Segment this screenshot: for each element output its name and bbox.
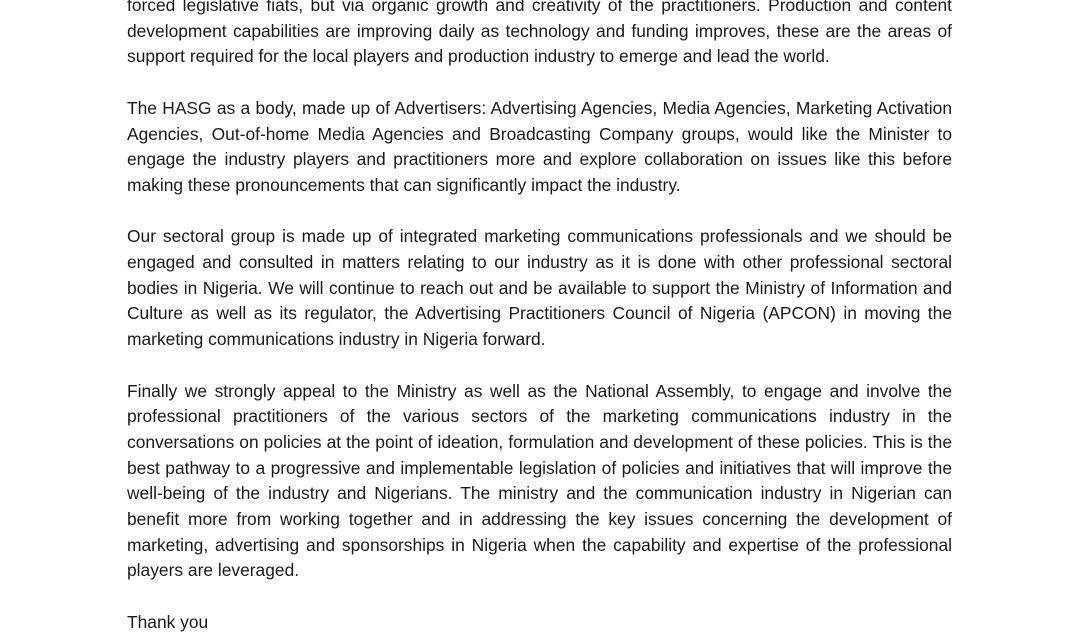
document-page xyxy=(127,0,952,636)
paragraph-final-appeal: Finally we strongly appeal to the Ministry as well as the National Assembly, to engage and involve the professional practitioners of the various sectors of the marketing communications industry in the conversations on policies at the point of ideation, formulation and development of these policies. This is the best pathway to a progressive and implementable legislation of policies and initiatives that will improve the well-being of the industry and Nigerians. The ministry and the communication industry in Nigerian can benefit more from working together and in addressing the key issues concerning the development of marketing, advertising and sponsorships in Nigeria when the capability and expertise of the professional players are leveraged. xyxy=(127,380,952,581)
paragraph-hasg-body: The HASG as a body, made up of Advertisers: Advertising Agencies, Media Agencies, Marketing Activation Agencies, Out-of-home Media Agencies and Broadcasting Company groups, would like the Minister to engage the industry players and practitioners more and explore collaboration on issues like this before making these pronouncements that can significantly impact the industry. xyxy=(127,97,952,195)
paragraph-production-capabilities: forced legislative fiats, but via organic growth and creativity of the practitioners. Production and content development capabilities are improving daily as technology and funding improves, these are the areas of support required for the local players and production industry to emerge and lead the world. xyxy=(127,0,952,67)
closing-line: Thank you xyxy=(127,611,209,632)
paragraph-sectoral-group: Our sectoral group is made up of integrated marketing communications professionals and we should be engaged and consulted in matters relating to our industry as it is done with other professional sectoral bodies in Nigeria. We will continue to reach out and be available to support the Ministry of Information and Culture as well as its regulator, the Advertising Practitioners Council of Nigeria (APCON) in moving the marketing communications industry in Nigeria forward. xyxy=(127,226,952,350)
